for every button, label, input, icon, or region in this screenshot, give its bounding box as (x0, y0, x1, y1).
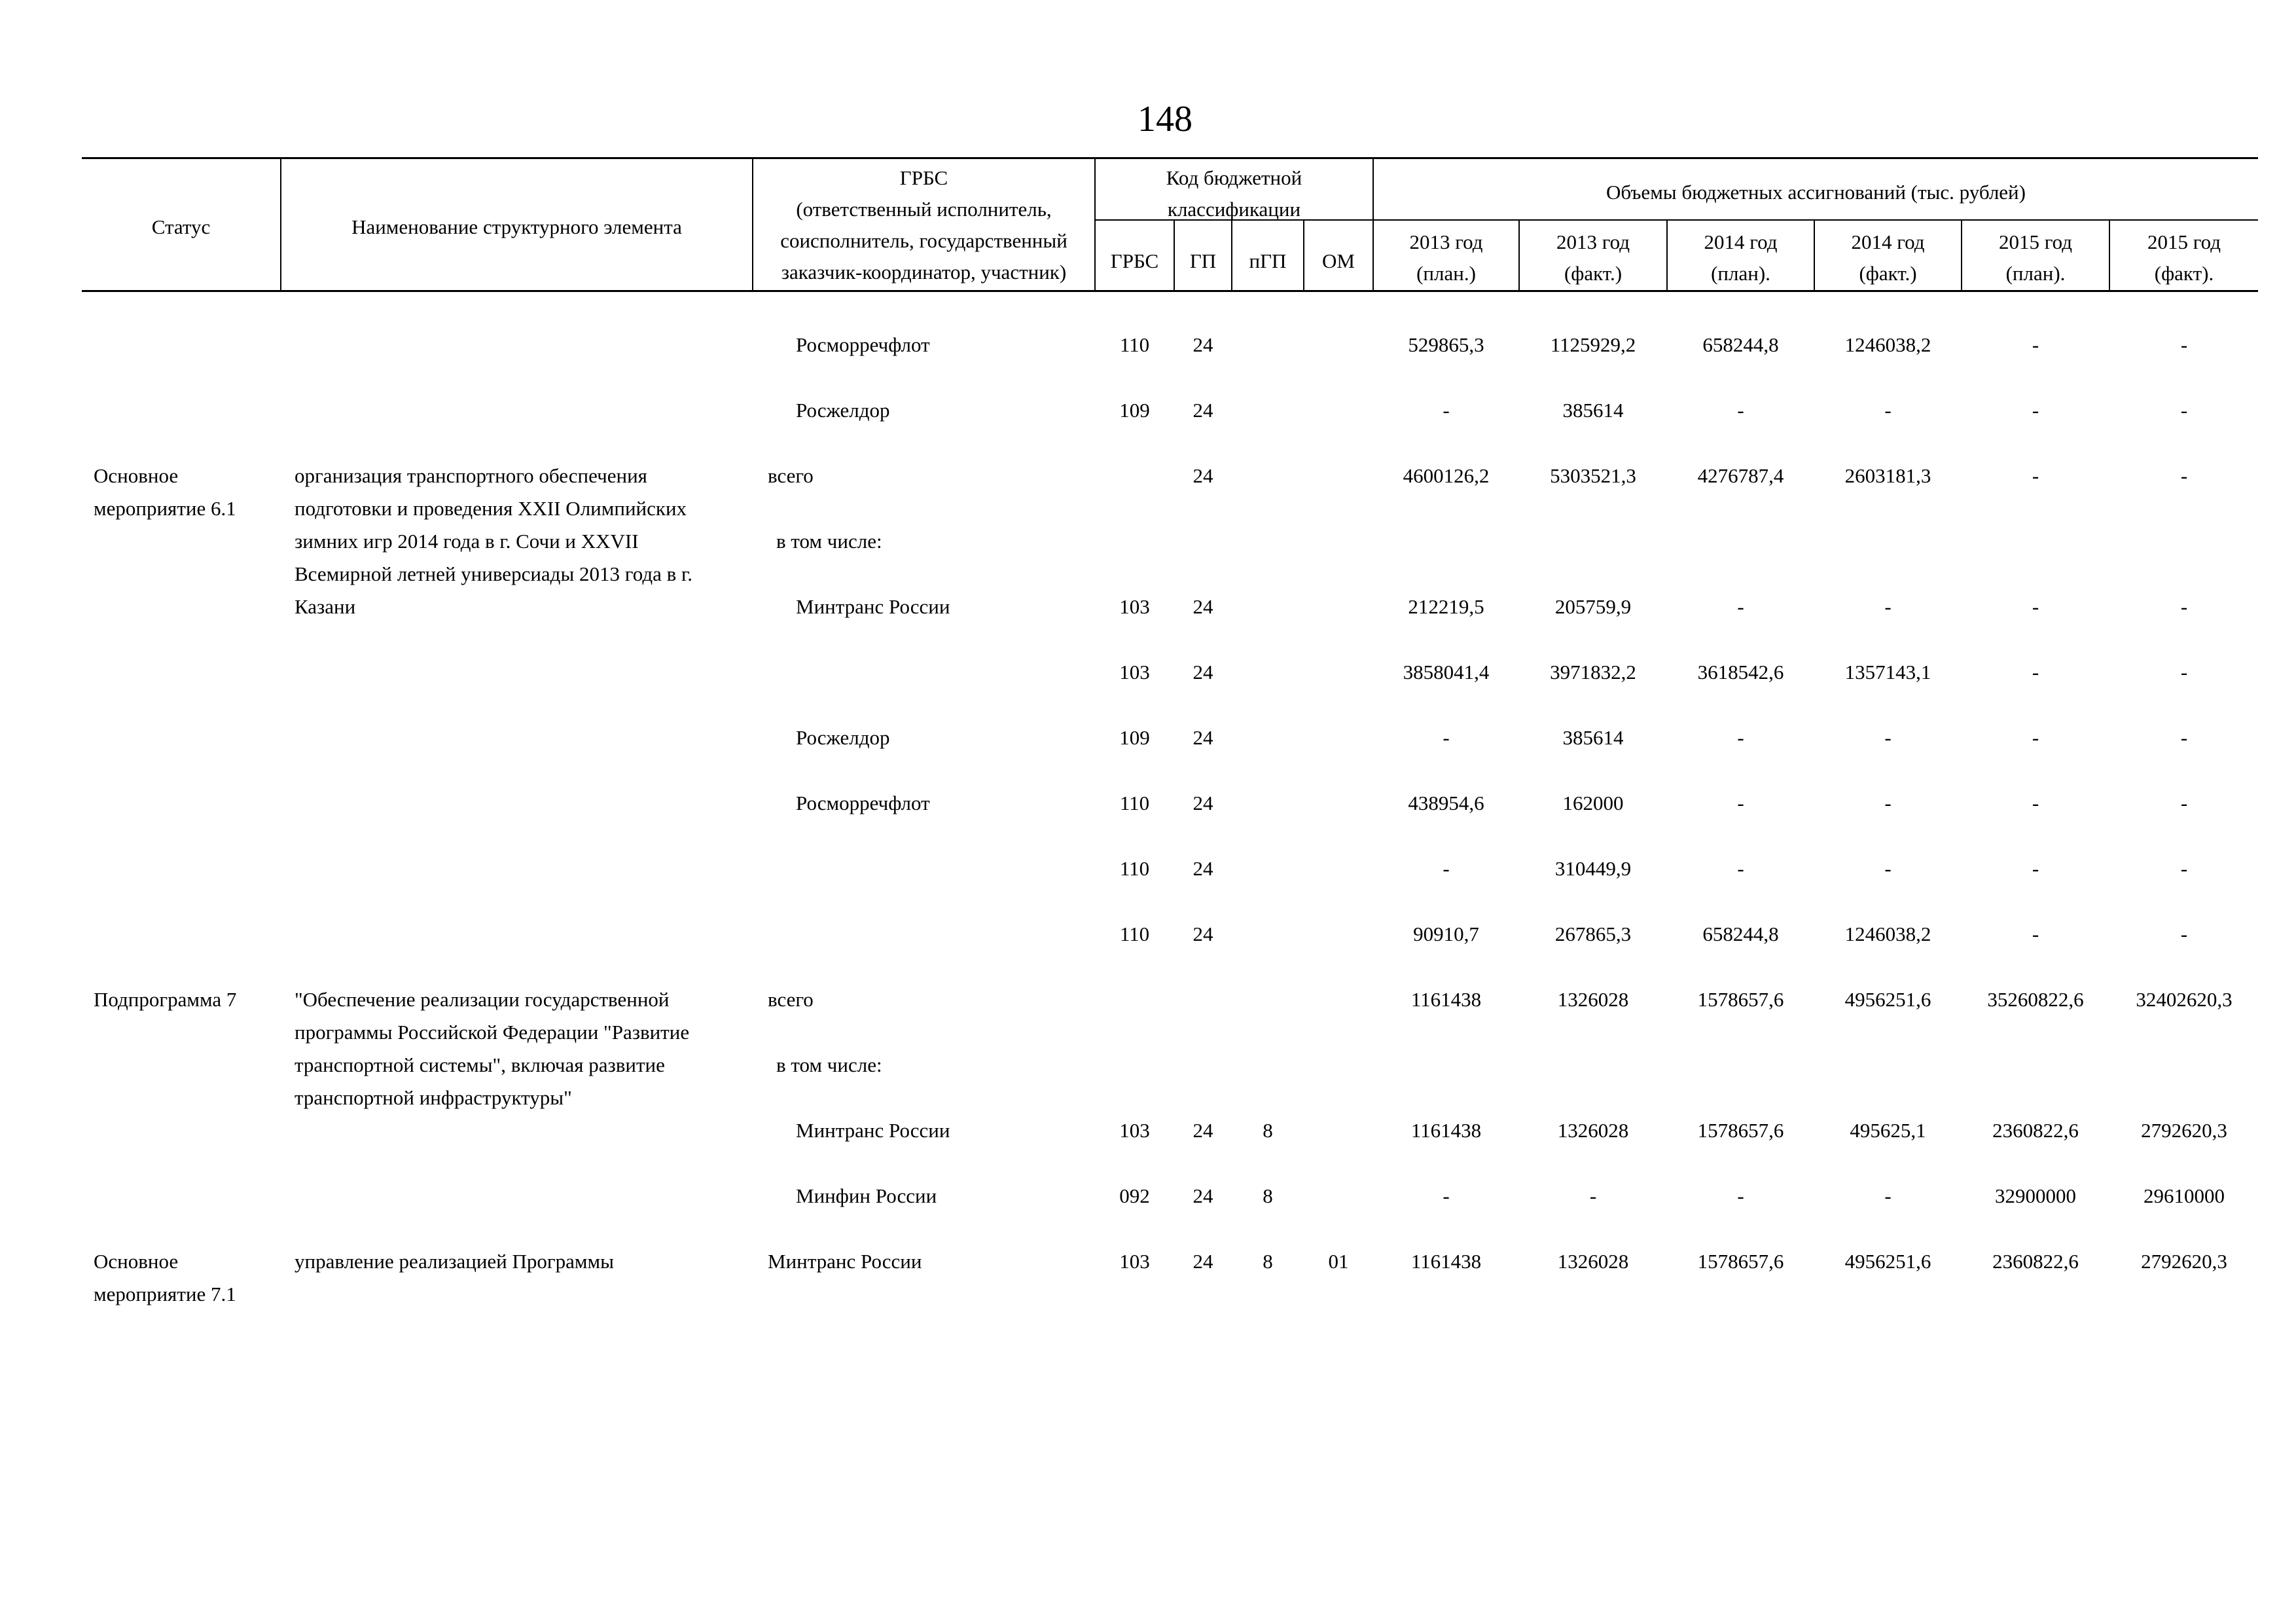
row-code: 103 (1119, 661, 1150, 684)
header-code-line: классификации (1167, 198, 1301, 221)
row-code: 103 (1119, 595, 1150, 618)
row-value: 32900000 (1995, 1184, 2076, 1207)
row-value: - (2032, 792, 2039, 814)
row-value: - (1443, 399, 1450, 422)
row-code: 24 (1193, 922, 1213, 945)
row-value: - (2032, 726, 2039, 749)
row-value: 1357143,1 (1844, 661, 1931, 684)
header-grbs-line: соисполнитель, государственный (780, 229, 1067, 252)
row-code: 24 (1193, 661, 1213, 684)
row-code: 24 (1193, 792, 1213, 814)
header-year-label: 2013 год (1409, 230, 1483, 253)
header-year (1374, 227, 1518, 289)
row-value: - (2180, 661, 2188, 684)
row-value: 310449,9 (1554, 857, 1632, 880)
row-status: Основное мероприятие 7.1 (94, 1250, 236, 1305)
row-value: 1246038,2 (1844, 922, 1931, 945)
row-value: - (2032, 595, 2039, 618)
row-grbs: Росжелдор (796, 726, 890, 749)
row-value: - (2180, 792, 2188, 814)
row-value: 1246038,2 (1844, 333, 1931, 356)
row-code: 24 (1193, 464, 1213, 487)
header-year (1520, 227, 1666, 289)
row-code: 110 (1119, 792, 1150, 814)
header-year (1962, 227, 2109, 289)
row-value: 438954,6 (1408, 792, 1484, 814)
header-year-kind: (план.) (1416, 262, 1476, 285)
header-code-line: Код бюджетной (1166, 166, 1302, 189)
row-grbs: Минтранс России (768, 1250, 922, 1273)
row-value: - (1737, 595, 1744, 618)
row-value: - (2180, 333, 2188, 356)
row-value: 3618542,6 (1697, 661, 1784, 684)
row-code: 24 (1193, 1119, 1213, 1142)
row-value: 32402620,3 (2136, 988, 2233, 1011)
row-value: - (1884, 726, 1892, 749)
row-value: 2792620,3 (2141, 1250, 2227, 1273)
row-value: 3971832,2 (1550, 661, 1636, 684)
row-value: 385614 (1562, 726, 1624, 749)
row-value: 1326028 (1557, 1250, 1629, 1273)
row-value: - (1443, 857, 1450, 880)
header-code-gp: ГП (1189, 249, 1217, 272)
row-code: 8 (1263, 1119, 1273, 1142)
row-value: 658244,8 (1702, 333, 1779, 356)
row-value: 1578657,6 (1697, 1250, 1784, 1273)
row-value: 1326028 (1557, 1119, 1629, 1142)
row-value: - (2180, 399, 2188, 422)
row-value: - (2180, 595, 2188, 618)
row-value: - (1589, 1184, 1597, 1207)
row-code: 109 (1119, 726, 1150, 749)
header-bottom-rule (82, 290, 2258, 292)
row-value: 1578657,6 (1697, 1119, 1784, 1142)
row-value: - (1884, 792, 1892, 814)
row-value: 267865,3 (1554, 922, 1632, 945)
row-value: - (1443, 726, 1450, 749)
row-value: - (1737, 726, 1744, 749)
row-grbs: Росморречфлот (796, 792, 930, 814)
row-value: 5303521,3 (1550, 464, 1636, 487)
row-value: - (2180, 857, 2188, 880)
row-value: 385614 (1562, 399, 1624, 422)
page-number: 148 (1138, 99, 1193, 139)
row-code: 110 (1119, 333, 1150, 356)
header-year (2110, 227, 2258, 289)
header-code (1096, 162, 1372, 225)
row-grbs: в том числе: (776, 530, 882, 553)
header-year-label: 2013 год (1556, 230, 1630, 253)
row-value: - (1884, 857, 1892, 880)
row-value: - (1737, 1184, 1744, 1207)
row-value: 4276787,4 (1697, 464, 1784, 487)
header-year-kind: (факт.) (1859, 262, 1917, 285)
row-code: 103 (1119, 1250, 1150, 1273)
header-code-grbs: ГРБС (1110, 249, 1159, 272)
row-value: 2360822,6 (1992, 1119, 2079, 1142)
row-value: 35260822,6 (1987, 988, 2084, 1011)
row-name: "Обеспечение реализации государственной программы Российской Федерации "Развитие транспортной системы", включая развитие транспортной инфраструктуры" (295, 988, 690, 1109)
row-code: 24 (1193, 399, 1213, 422)
row-value: - (2032, 464, 2039, 487)
row-value: - (2032, 661, 2039, 684)
row-code: 110 (1119, 857, 1150, 880)
row-value: - (1884, 399, 1892, 422)
header-code-om: ОМ (1322, 249, 1355, 272)
header-status: Статус (151, 215, 211, 238)
header-grbs (753, 162, 1094, 288)
row-value: - (1737, 399, 1744, 422)
row-grbs: Минфин России (796, 1184, 937, 1207)
row-code: 092 (1119, 1184, 1150, 1207)
row-value: - (2032, 857, 2039, 880)
row-code: 01 (1328, 1250, 1349, 1273)
row-code: 24 (1193, 726, 1213, 749)
header-year-kind: (факт). (2154, 262, 2214, 285)
row-grbs: Росжелдор (796, 399, 890, 422)
header-year-kind: (план). (2005, 262, 2066, 285)
row-value: - (2032, 399, 2039, 422)
header-grbs-line: заказчик-координатор, участник) (781, 261, 1067, 283)
header-name: Наименование структурного элемента (351, 215, 682, 238)
row-value: 29610000 (2144, 1184, 2225, 1207)
header-year-label: 2014 год (1851, 230, 1925, 253)
row-value: - (1884, 595, 1892, 618)
row-value: 1161438 (1410, 1250, 1482, 1273)
row-value: 212219,5 (1408, 595, 1484, 618)
row-grbs: всего (768, 988, 814, 1011)
row-code: 24 (1193, 1250, 1213, 1273)
header-year-label: 2014 год (1704, 230, 1778, 253)
row-grbs: Минтранс России (796, 1119, 950, 1142)
row-value: 495625,1 (1850, 1119, 1926, 1142)
row-name: организация транспортного обеспечения подготовки и проведения XXII Олимпийских зимних игр 2014 года в г. Сочи и XXVII Всемирной летней универсиады 2013 года в г. Казани (295, 464, 692, 618)
row-value: 1326028 (1557, 988, 1629, 1011)
row-value: 205759,9 (1554, 595, 1632, 618)
row-grbs: в том числе: (776, 1053, 882, 1076)
row-value: 4956251,6 (1844, 988, 1931, 1011)
header-top-rule (82, 157, 2258, 159)
row-grbs: Минтранс России (796, 595, 950, 618)
header-code-pgp: пГП (1249, 249, 1287, 272)
row-value: 3858041,4 (1403, 661, 1490, 684)
row-value: - (2180, 464, 2188, 487)
header-year (1668, 227, 1814, 289)
row-code: 8 (1263, 1184, 1273, 1207)
row-value: - (1737, 857, 1744, 880)
row-value: - (2180, 922, 2188, 945)
row-value: - (1443, 1184, 1450, 1207)
row-value: - (2180, 726, 2188, 749)
header-year-kind: (план). (1711, 262, 1770, 285)
row-code: 24 (1193, 595, 1213, 618)
row-value: 4600126,2 (1403, 464, 1490, 487)
header-volumes: Объемы бюджетных ассигнований (тыс. рублей) (1606, 181, 2026, 204)
row-value: - (2032, 922, 2039, 945)
row-value: 162000 (1562, 792, 1624, 814)
header-year-label: 2015 год (2147, 230, 2221, 253)
row-value: 1161438 (1410, 1119, 1482, 1142)
row-grbs: Росморречфлот (796, 333, 930, 356)
row-status: Основное мероприятие 6.1 (94, 464, 236, 520)
row-code: 109 (1119, 399, 1150, 422)
header-year-kind: (факт.) (1564, 262, 1623, 285)
row-value: - (2032, 333, 2039, 356)
row-value: 1125929,2 (1550, 333, 1636, 356)
row-value: 4956251,6 (1844, 1250, 1931, 1273)
row-code: 24 (1193, 1184, 1213, 1207)
row-value: 90910,7 (1413, 922, 1479, 945)
row-value: 1578657,6 (1697, 988, 1784, 1011)
row-value: 2792620,3 (2141, 1119, 2227, 1142)
row-value: - (1737, 792, 1744, 814)
header-year-label: 2015 год (1998, 230, 2073, 253)
header-year (1815, 227, 1961, 289)
row-grbs: всего (768, 464, 814, 487)
row-code: 103 (1119, 1119, 1150, 1142)
row-value: 2360822,6 (1992, 1250, 2079, 1273)
header-grbs-line: (ответственный исполнитель, (796, 198, 1052, 221)
row-code: 8 (1263, 1250, 1273, 1273)
row-value: 1161438 (1410, 988, 1482, 1011)
row-name: управление реализацией Программы (295, 1250, 614, 1273)
row-value: - (1884, 1184, 1892, 1207)
row-code: 24 (1193, 333, 1213, 356)
row-value: 2603181,3 (1844, 464, 1931, 487)
row-code: 24 (1193, 857, 1213, 880)
row-value: 658244,8 (1702, 922, 1779, 945)
row-value: 529865,3 (1408, 333, 1484, 356)
header-grbs-title: ГРБС (899, 166, 948, 189)
row-code: 110 (1119, 922, 1150, 945)
row-status: Подпрограмма 7 (94, 988, 237, 1011)
